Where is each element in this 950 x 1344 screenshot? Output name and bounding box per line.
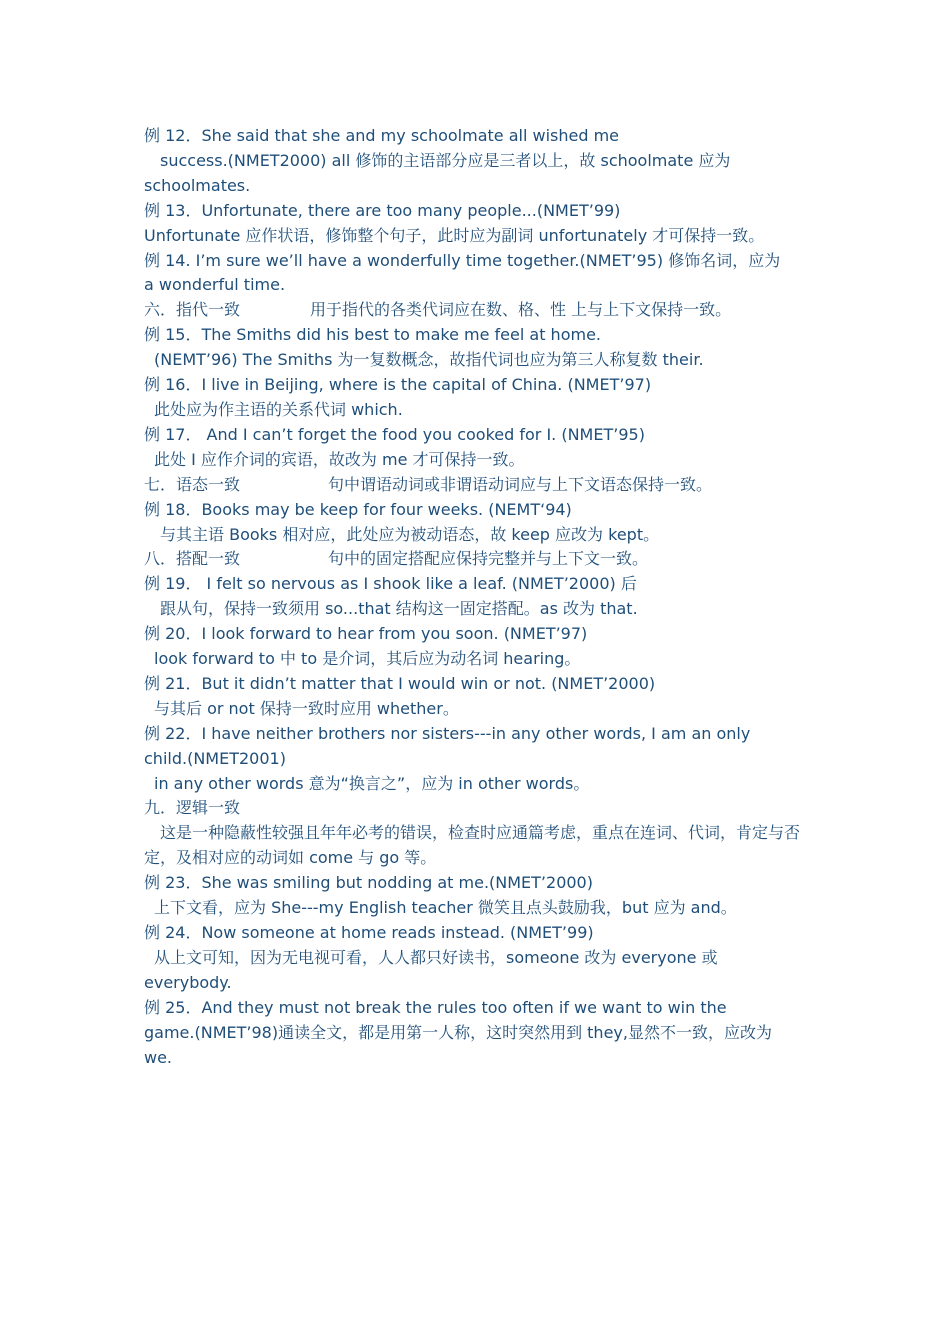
text-line: 例 24．Now someone at home reads instead. (NMET’99) <box>144 923 594 942</box>
section-description: 句中谓语动词或非谓语动词应与上下文语态保持一致。 <box>328 474 713 494</box>
section-heading <box>144 473 814 498</box>
section-heading <box>144 547 814 572</box>
text-line: 例 20．I look forward to hear from you soon. (NMET’97) <box>144 624 588 644</box>
text-line: 例 17． And I can’t forget the food you cooked for I. (NMET’95) <box>144 424 645 444</box>
text-line: 例 16．I live in Beijing, where is the capital of China. (NMET’97) <box>144 375 652 395</box>
text-line: game.(NMET’98)通读全文，都是用第一人称，这时突然用到 they,显然不一致，应改为 <box>144 1022 772 1042</box>
text-line: Unfortunate 应作状语，修饰整个句子，此时应为副词 unfortunately 才可保持一致。 <box>144 225 765 245</box>
section-description: 用于指代的各类代词应在数、格、性 上与上下文保持一致。 <box>310 300 732 320</box>
text-line: everybody. <box>144 972 232 992</box>
text-line: 例 12．She said that she and my schoolmate all wished me <box>144 126 620 145</box>
text-line: 例 18．Books may be keep for four weeks. (NEMT‘94) <box>144 499 572 519</box>
section-title: 七．语态一致 <box>144 474 241 494</box>
section-title: 八．搭配一致 <box>144 549 241 569</box>
text-line: 例 23．She was smiling but nodding at me.(NMET’2000) <box>144 873 593 893</box>
text-line: schoolmates. <box>144 175 251 195</box>
text-line: 此处应为作主语的关系代词 which. <box>154 399 403 419</box>
text-line: 例 21．But it didn’t matter that I would win or not. (NMET’2000) <box>144 673 656 693</box>
text-line: success.(NMET2000) all 修饰的主语部分应是三者以上，故 schoolmate 应为 <box>160 150 731 170</box>
section-heading: 九．逻辑一致 <box>144 798 241 818</box>
text-line: 此处 I 应作介词的宾语，故改为 me 才可保持一致。 <box>154 449 525 469</box>
text-line: a wonderful time. <box>144 275 286 295</box>
text-line: child.(NMET2001) <box>144 748 286 768</box>
text-line: 例 25．And they must not break the rules too often if we want to win the <box>144 997 727 1017</box>
text-line: 从上文可知，因为无电视可看，人人都只好读书，someone 改为 everyone 或 <box>154 947 718 967</box>
text-line: 例 14. I’m sure we’ll have a wonderfully time together.(NMET’95) 修饰名词，应为 <box>144 250 781 270</box>
paragraph: 这是一种隐蔽性较强且年年必考的错误，检查时应通篇考虑，重点在连词、代词，肯定与否定，及相对应的动词如 come 与 go 等。 <box>144 823 801 868</box>
text-line: 上下文看，应为 She---my English teacher 微笑且点头鼓励我，but 应为 and。 <box>154 898 737 918</box>
text-line: in any other words 意为“换言之”，应为 in other words。 <box>154 773 590 793</box>
section-title: 六．指代一致 <box>144 300 241 320</box>
document-page <box>144 124 814 1070</box>
text-line: (NEMT’96) The Smiths 为一复数概念，故指代词也应为第三人称复数 their. <box>154 350 704 370</box>
text-line: 跟从句，保持一致须用 so...that 结构这一固定搭配。as 改为 that. <box>160 599 638 619</box>
text-line: 例 22．I have neither brothers nor sisters---in any other words, I am an only <box>144 723 751 743</box>
text-line: 例 19． I felt so nervous as I shook like a leaf. (NMET’2000) 后 <box>144 574 637 594</box>
text-line: 例 15．The Smiths did his best to make me feel at home. <box>144 325 602 345</box>
section-heading <box>144 298 814 323</box>
text-line: 例 13．Unfortunate, there are too many people...(NMET’99) <box>144 200 621 220</box>
section-description: 句中的固定搭配应保持完整并与上下文一致。 <box>328 549 649 569</box>
text-line: 与其后 or not 保持一致时应用 whether。 <box>154 698 459 718</box>
text-line: we. <box>144 1047 173 1067</box>
text-line: look forward to 中 to 是介词，其后应为动名词 hearing。 <box>154 649 581 669</box>
text-line: 与其主语 Books 相对应，此处应为被动语态，故 keep 应改为 kept。 <box>160 524 660 544</box>
